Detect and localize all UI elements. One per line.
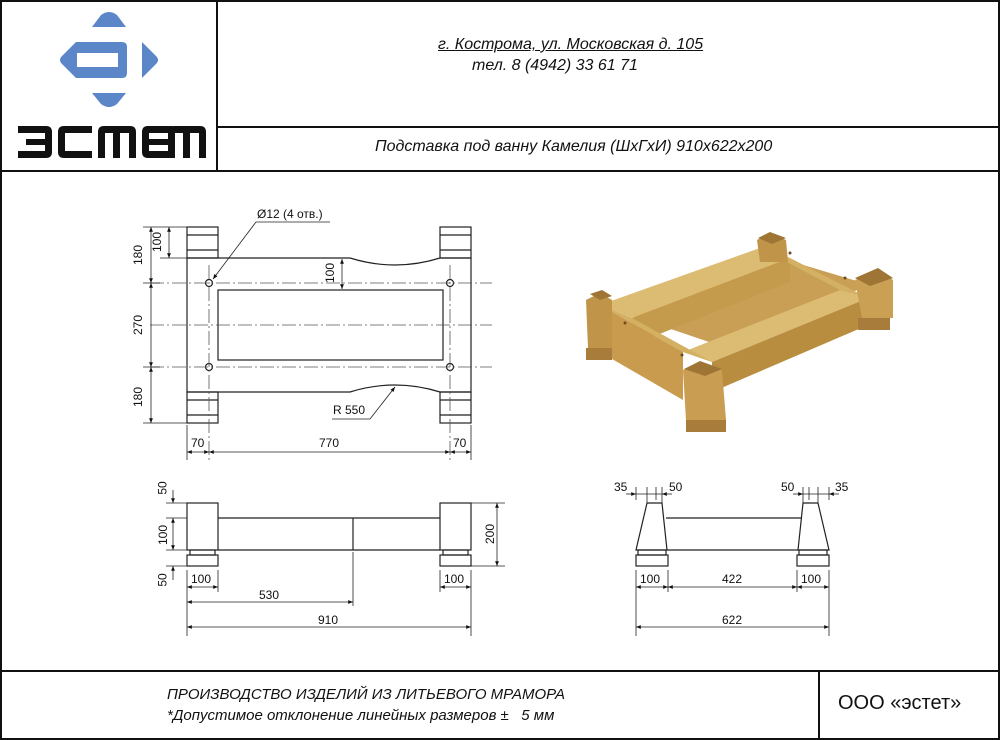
product-photo [586,232,893,432]
phone-line: тел. 8 (4942) 33 61 71 [472,57,638,74]
product-title: Подставка под ванну Камелия (ШхГхИ) 910х622х200 [375,138,773,155]
end-dim-middle: 422 [722,572,743,586]
address-line: г. Кострома, ул. Московская д. 105 [438,36,704,53]
end-dim-foot-left: 100 [640,572,661,586]
end-dim-top-right-inner: 50 [781,480,795,494]
footer-company-name: ООО «эстет» [838,692,962,714]
dim-rail-depth: 100 [323,262,338,284]
side-dim-total: 910 [318,613,339,627]
end-dim-top-left-outer: 35 [614,480,628,494]
end-dim-top-left-inner: 50 [669,480,683,494]
side-dim-height: 200 [483,523,498,545]
dim-left-bottom: 180 [131,386,146,408]
radius-note: R 550 [333,403,366,417]
dim-bottom-middle: 770 [319,436,340,450]
dim-left-top-outer: 180 [131,244,146,266]
hole-note: Ø12 (4 отв.) [257,207,323,221]
dim-left-top-inner: 100 [150,231,165,253]
footer-production-line: ПРОИЗВОДСТВО ИЗДЕЛИЙ ИЗ ЛИТЬЕВОГО МРАМОРА [167,686,566,703]
side-dim-bottom: 50 [155,573,170,587]
side-dim-center: 530 [259,588,280,602]
side-dim-middle: 100 [156,524,171,546]
side-dim-top: 50 [155,481,170,495]
end-dim-top-right-outer: 35 [835,480,849,494]
dim-left-middle: 270 [131,314,146,336]
footer-tolerance-note: *Допустимое отклонение линейных размеров ± 5 мм [167,707,555,724]
end-dim-total: 622 [722,613,743,627]
side-dim-foot-left: 100 [191,572,212,586]
side-dim-foot-right: 100 [444,572,465,586]
dim-bottom-right: 70 [453,436,467,450]
end-dim-foot-right: 100 [801,572,822,586]
dim-bottom-left: 70 [191,436,205,450]
